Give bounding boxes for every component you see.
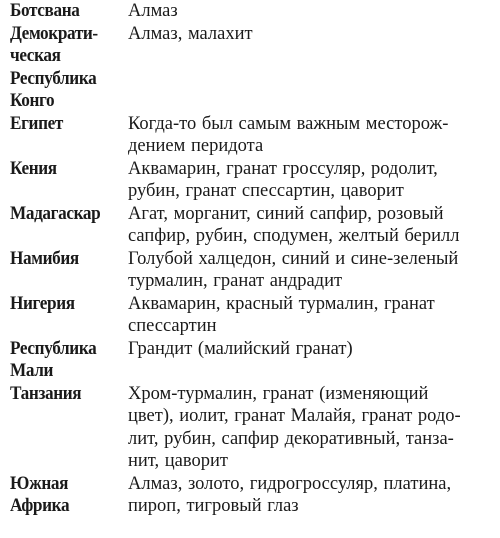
gem-list: Когда-то был самым важным месторож- дением перидота [128, 113, 449, 156]
country-name: Танзания [10, 383, 82, 404]
country-name: Демократи- ческая Республика Конго [10, 23, 98, 111]
gem-list: Агат, морганит, синий сапфир, розовый сапфир, рубин, сподумен, желтый берилл [128, 203, 460, 246]
country-name: Кения [10, 158, 57, 179]
country-name: Египет [10, 113, 63, 134]
country-name: Ботсвана [10, 1, 80, 21]
table-row-nigeria [10, 293, 496, 338]
table-row-namibia [10, 248, 496, 293]
table-row-botswana [10, 0, 496, 23]
gem-list: Аквамарин, красный турмалин, гранат спессартин [128, 293, 435, 336]
table-row-kenya [10, 158, 496, 203]
country-name: Республика Мали [10, 338, 97, 381]
gem-list: Голубой халцедон, синий и сине-зеленый турмалин, гранат андрадит [128, 248, 459, 291]
gem-list: Грандит (малийский гранат) [128, 338, 353, 359]
gem-list: Алмаз, малахит [128, 23, 253, 44]
table-row-madagascar [10, 203, 496, 248]
country-name: Нигерия [10, 293, 75, 314]
table-row-tanzania [10, 383, 496, 473]
gem-table [10, 0, 496, 518]
gem-list: Алмаз [128, 1, 178, 21]
country-name: Мадагаскар [10, 203, 101, 224]
gem-list: Аквамарин, гранат гроссуляр, родолит, рубин, гранат спессартин, цаворит [128, 158, 438, 201]
table-row-dr-congo [10, 23, 496, 113]
country-name: Южная Африка [10, 473, 70, 516]
table-row-egypt [10, 113, 496, 158]
gem-list: Алмаз, золото, гидрогроссуляр, платина, пироп, тигровый глаз [128, 473, 452, 516]
table-row-south-africa [10, 473, 496, 518]
table-row-mali [10, 338, 496, 383]
gem-list: Хром-турмалин, гранат (изменяющий цвет), иолит, гранат Малайя, гранат родо- лит, рубин, сапфир декоративный, танза- нит, цаворит [128, 383, 461, 471]
country-name: Намибия [10, 248, 79, 269]
